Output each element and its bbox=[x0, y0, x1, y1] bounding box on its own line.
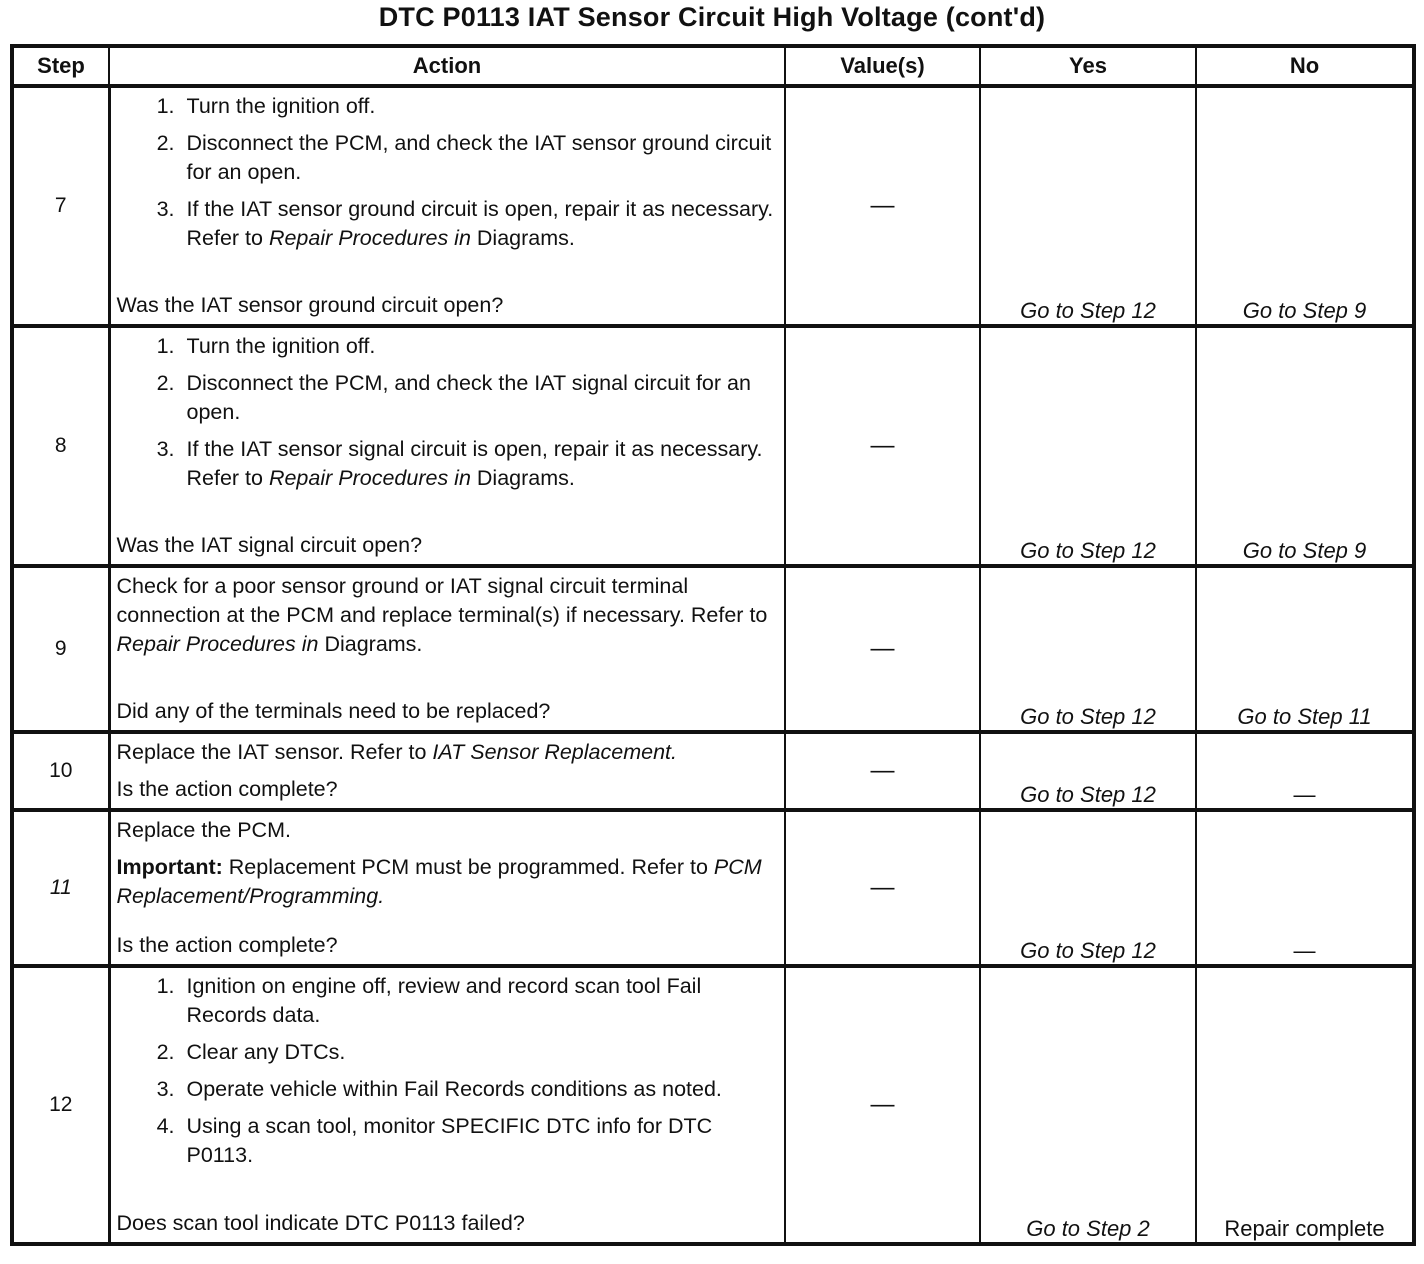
action-step: 2. Disconnect the PCM, and check the IAT sensor ground circuit for an open. bbox=[181, 129, 779, 187]
page-title: DTC P0113 IAT Sensor Circuit High Voltage (cont'd) bbox=[378, 2, 1046, 32]
yes-goto: Go to Step 12 bbox=[1020, 704, 1156, 729]
value-cell: — bbox=[785, 86, 980, 326]
action-cell bbox=[109, 566, 785, 732]
table-row bbox=[12, 810, 1414, 966]
action-steps bbox=[117, 332, 779, 493]
header-action: Action bbox=[109, 46, 785, 86]
header-yes: Yes bbox=[980, 46, 1196, 86]
action-cell bbox=[109, 326, 785, 566]
action-step: 4. Using a scan tool, monitor SPECIFIC DTC info for DTC P0113. bbox=[181, 1112, 779, 1170]
table-row bbox=[12, 86, 1414, 326]
important-note: Important: Replacement PCM must be programmed. Refer to PCM Replacement/Programming. bbox=[116, 855, 762, 908]
action-text: Check for a poor sensor ground or IAT signal circuit terminal connection at the PCM and replace terminal(s) if necessary. Refer to Repair Procedures in Diagrams. bbox=[116, 574, 768, 656]
yes-cell bbox=[980, 732, 1196, 810]
yes-cell bbox=[980, 810, 1196, 966]
no-goto: Go to Step 9 bbox=[1242, 298, 1367, 323]
action-question: Does scan tool indicate DTC P0113 failed? bbox=[116, 1211, 525, 1235]
action-steps bbox=[117, 92, 779, 253]
action-step: 2. Clear any DTCs. bbox=[181, 1038, 779, 1067]
table-header-row bbox=[12, 46, 1414, 86]
yes-goto: Go to Step 12 bbox=[1020, 938, 1156, 963]
action-cell bbox=[109, 966, 785, 1244]
no-cell: Repair complete bbox=[1196, 966, 1414, 1244]
header-values: Value(s) bbox=[785, 46, 980, 86]
value-cell: — bbox=[785, 810, 980, 966]
yes-cell bbox=[980, 86, 1196, 326]
no-cell bbox=[1196, 566, 1414, 732]
action-step: 1. Turn the ignition off. bbox=[181, 332, 779, 361]
no-goto: Go to Step 11 bbox=[1237, 704, 1372, 729]
step-number: 11 bbox=[12, 810, 109, 966]
step-number: 12 bbox=[12, 966, 109, 1244]
yes-cell bbox=[980, 566, 1196, 732]
action-cell bbox=[109, 810, 785, 966]
action-question: Was the IAT sensor ground circuit open? bbox=[116, 293, 504, 317]
action-step: 3. If the IAT sensor ground circuit is open, repair it as necessary. Refer to Repair Procedures in Diagrams. bbox=[181, 195, 779, 253]
value-cell: — bbox=[785, 326, 980, 566]
step-number: 9 bbox=[12, 566, 109, 732]
action-steps bbox=[117, 972, 779, 1170]
value-cell: — bbox=[785, 966, 980, 1244]
no-cell: — bbox=[1196, 810, 1414, 966]
action-question: Is the action complete? bbox=[116, 777, 338, 801]
action-step: 3. Operate vehicle within Fail Records conditions as noted. bbox=[181, 1075, 779, 1104]
table-row bbox=[12, 966, 1414, 1244]
value-cell: — bbox=[785, 566, 980, 732]
action-question: Did any of the terminals need to be replaced? bbox=[116, 699, 551, 723]
table-row bbox=[12, 566, 1414, 732]
step-number: 7 bbox=[12, 86, 109, 326]
action-step: 2. Disconnect the PCM, and check the IAT signal circuit for an open. bbox=[181, 369, 779, 427]
yes-cell bbox=[980, 966, 1196, 1244]
no-cell bbox=[1196, 86, 1414, 326]
header-no: No bbox=[1196, 46, 1414, 86]
yes-cell bbox=[980, 326, 1196, 566]
table-row bbox=[12, 732, 1414, 810]
action-step: 3. If the IAT sensor signal circuit is open, repair it as necessary. Refer to Repair Procedures in Diagrams. bbox=[181, 435, 779, 493]
no-goto: Go to Step 9 bbox=[1242, 538, 1367, 563]
table-row bbox=[12, 326, 1414, 566]
action-text: Replace the IAT sensor. Refer to IAT Sensor Replacement. bbox=[116, 740, 677, 764]
header-step: Step bbox=[12, 46, 109, 86]
step-number: 10 bbox=[12, 732, 109, 810]
yes-goto: Go to Step 12 bbox=[1020, 782, 1156, 807]
no-cell: — bbox=[1196, 732, 1414, 810]
yes-goto: Go to Step 12 bbox=[1020, 538, 1156, 563]
diagnostic-table bbox=[10, 44, 1416, 1246]
action-question: Was the IAT signal circuit open? bbox=[116, 533, 423, 557]
action-step: 1. Turn the ignition off. bbox=[181, 92, 779, 121]
value-cell: — bbox=[785, 732, 980, 810]
action-cell bbox=[109, 86, 785, 326]
action-cell bbox=[109, 732, 785, 810]
step-number: 8 bbox=[12, 326, 109, 566]
action-question: Is the action complete? bbox=[116, 933, 338, 957]
yes-goto: Go to Step 2 bbox=[1026, 1216, 1150, 1241]
action-text: Replace the PCM. bbox=[116, 818, 291, 842]
action-step: 1. Ignition on engine off, review and record scan tool Fail Records data. bbox=[181, 972, 779, 1030]
yes-goto: Go to Step 12 bbox=[1020, 298, 1156, 323]
no-cell bbox=[1196, 326, 1414, 566]
